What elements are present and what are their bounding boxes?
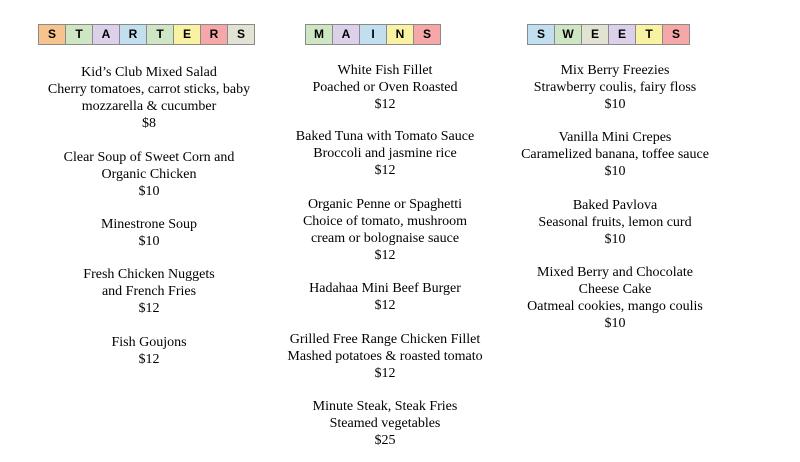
item-description: Choice of tomato, mushroom — [302, 214, 468, 229]
header-letter: E — [582, 25, 609, 44]
item-name: Mix Berry Freezies — [560, 63, 670, 78]
header-letter: S — [528, 25, 555, 44]
item-name: Minestrone Soup — [100, 217, 198, 232]
header-letter: W — [555, 25, 582, 44]
item-price: $10 — [604, 164, 626, 179]
item-price: $12 — [138, 301, 160, 316]
item-price: $25 — [374, 433, 396, 448]
menu-item — [20, 149, 278, 200]
menu-item — [270, 331, 500, 382]
item-price: $10 — [604, 232, 626, 247]
item-name: Fresh Chicken Nuggets — [83, 267, 215, 282]
item-name: Kid’s Club Mixed Salad — [81, 65, 217, 80]
item-price: $12 — [374, 298, 396, 313]
item-name: Grilled Free Range Chicken Fillet — [289, 332, 481, 347]
header-letter: E — [609, 25, 636, 44]
menu-item — [270, 62, 500, 113]
item-name: Clear Soup of Sweet Corn and — [63, 150, 235, 165]
item-description: and French Fries — [101, 284, 197, 299]
item-description: Broccoli and jasmine rice — [313, 146, 457, 161]
menu-item — [270, 398, 500, 449]
mains-header — [305, 24, 441, 45]
item-price: $12 — [138, 352, 160, 367]
menu-item — [270, 128, 500, 179]
header-letter: A — [93, 25, 120, 44]
item-name: Organic Penne or Spaghetti — [307, 197, 463, 212]
item-description: Caramelized banana, toffee sauce — [521, 147, 709, 162]
item-name: White Fish Fillet — [337, 63, 433, 78]
header-letter: T — [147, 25, 174, 44]
header-letter: A — [333, 25, 360, 44]
item-description: Poached or Oven Roasted — [312, 80, 458, 95]
header-letter: N — [387, 25, 414, 44]
item-description: Steamed vegetables — [329, 416, 441, 431]
item-description: Cheese Cake — [578, 282, 652, 297]
menu-item — [500, 197, 730, 248]
header-letter: S — [228, 25, 254, 44]
menu-item — [270, 196, 500, 264]
menu-item — [20, 334, 278, 368]
item-description: mozzarella & cucumber — [81, 99, 217, 114]
item-name: Minute Steak, Steak Fries — [312, 399, 458, 414]
sweets-header — [527, 24, 690, 45]
header-letter: E — [174, 25, 201, 44]
item-description: Oatmeal cookies, mango coulis — [527, 299, 703, 314]
header-letter: S — [663, 25, 689, 44]
menu-item — [500, 129, 730, 180]
item-name: Baked Tuna with Tomato Sauce — [295, 129, 475, 144]
header-letter: R — [120, 25, 147, 44]
item-description: Seasonal fruits, lemon curd — [538, 215, 692, 230]
menu-item — [20, 266, 278, 317]
header-letter: T — [636, 25, 663, 44]
item-price: $8 — [142, 116, 156, 131]
header-letter: M — [306, 25, 333, 44]
menu-item — [270, 280, 500, 314]
item-name: Hadahaa Mini Beef Burger — [309, 281, 461, 296]
item-price: $10 — [138, 234, 160, 249]
item-price: $12 — [374, 97, 396, 112]
item-description: Cherry tomatoes, carrot sticks, baby — [47, 82, 251, 97]
menu-item — [500, 62, 730, 113]
menu-item — [500, 264, 730, 332]
item-name: Vanilla Mini Crepes — [558, 130, 672, 145]
item-price: $10 — [604, 97, 626, 112]
starters-header — [38, 24, 255, 45]
item-price: $12 — [374, 163, 396, 178]
item-price: $10 — [138, 184, 160, 199]
item-name: Mixed Berry and Chocolate — [537, 265, 693, 280]
item-price: $12 — [374, 366, 396, 381]
item-price: $12 — [374, 248, 396, 263]
header-letter: S — [414, 25, 440, 44]
item-description: Mashed potatoes & roasted tomato — [287, 349, 483, 364]
item-description: Organic Chicken — [101, 167, 197, 182]
header-letter: R — [201, 25, 228, 44]
item-name: Fish Goujons — [111, 335, 187, 350]
header-letter: T — [66, 25, 93, 44]
item-description: cream or bolognaise sauce — [310, 231, 460, 246]
header-letter: S — [39, 25, 66, 44]
menu-item — [20, 216, 278, 250]
item-description: Strawberry coulis, fairy floss — [533, 80, 697, 95]
header-letter: I — [360, 25, 387, 44]
item-price: $10 — [604, 316, 626, 331]
menu-item — [20, 64, 278, 132]
item-name: Baked Pavlova — [572, 198, 658, 213]
